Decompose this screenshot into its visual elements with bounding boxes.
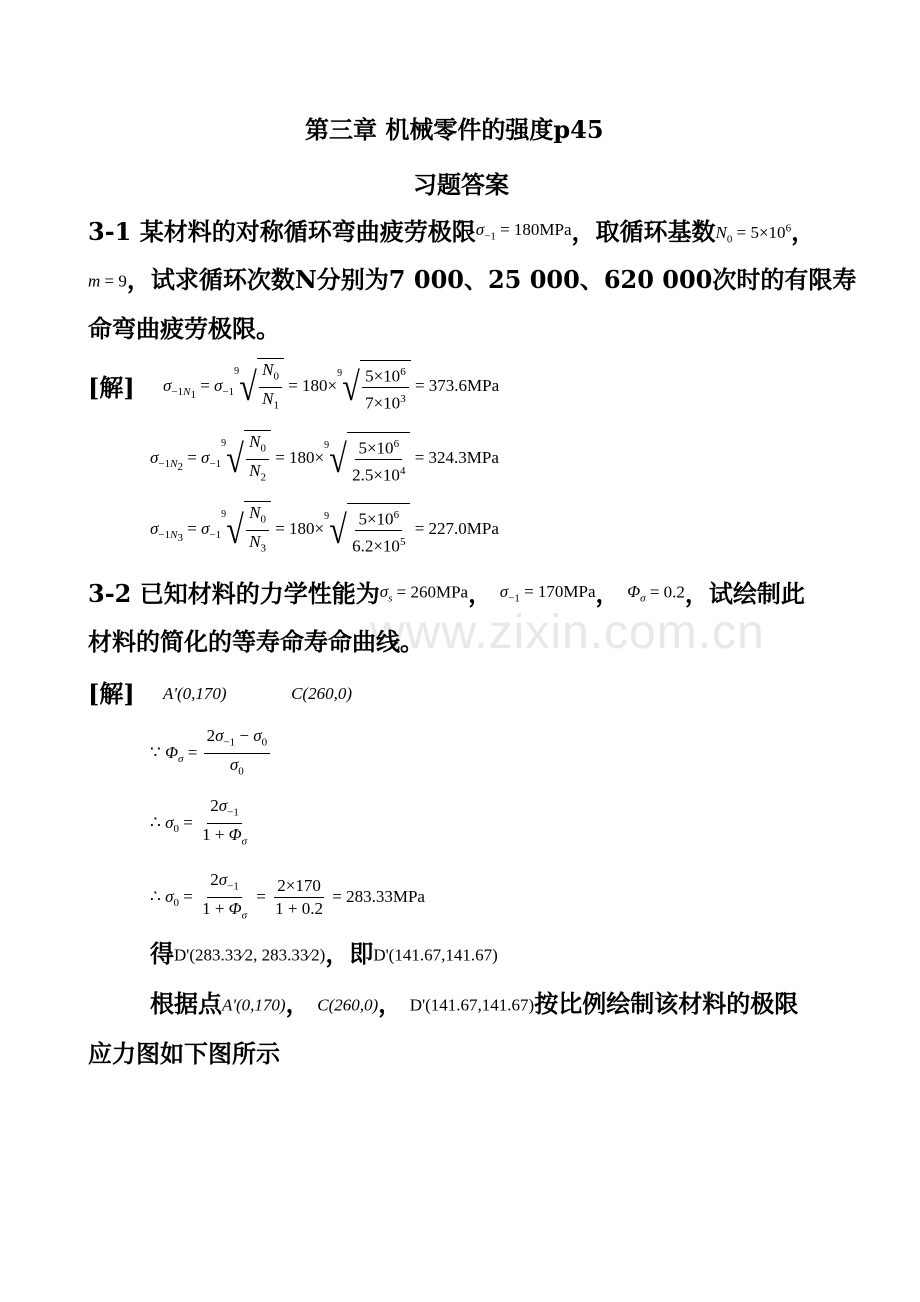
q2-text-b: ， — [468, 579, 493, 608]
q1-text-c: ， — [791, 217, 816, 246]
q1-text-b: ，取循环基数 — [571, 217, 716, 246]
q2-points — [163, 684, 352, 704]
q2-text-a: 3-2 已知材料的力学性能为 — [88, 579, 380, 608]
q1-equation-3: $\sigma_{-1N_3} = \sigma_{-1}$ 9 √ $\frac{N_0}{N_3}$ = 180× 9 √ $\frac{5\times 10^6}{6.2\times 10^5}$ = 227.0MPa — [150, 501, 499, 559]
q1-denom-2: 2.5×10 — [352, 466, 400, 486]
sigma0-result: 283.33MPa — [346, 886, 425, 906]
q1-text-a: 3-1 某材料的对称循环弯曲疲劳极限 — [88, 217, 476, 246]
conclusion-a: 根据点 — [150, 989, 222, 1018]
q1-exp-3: 5 — [399, 536, 406, 549]
q1-solution-label: [解] — [88, 373, 135, 402]
q2-conclusion-line1: 根据点A'(0,170)， C(260,0)， D'(141.67,141.67)按比例绘制该材料的极限 — [150, 989, 799, 1018]
q2-equation-therefore-2: ∴ $\sigma_0$ = $\frac{2\sigma_{-1}}{1 + \Phi_\sigma}$ = $\frac{2\times 170}{1 + 0.2}$ = 283.33MPa — [150, 870, 425, 922]
q2-text-c: ， — [595, 579, 620, 608]
q1-result-3: 227.0MPa — [428, 518, 499, 538]
q1-exp-1: 3 — [400, 393, 406, 406]
point-c: C(260,0) — [291, 684, 353, 703]
q2-text-d: ，试绘制此 — [684, 579, 805, 608]
q1-exp-2: 4 — [399, 465, 406, 478]
q2-d-point-line: 得D'(283.33⁄2, 283.33⁄2)，即D'(141.67,141.67) — [150, 939, 498, 968]
subtitle: 习题答案 — [413, 170, 509, 199]
q2-line2: 材料的简化的等寿命寿命曲线。 — [88, 627, 424, 656]
q1-line2: m = 9，试求循环次数N分别为7 000、25 000、620 000次时的有限寿 — [88, 265, 857, 294]
q1-denom-3: 6.2×10 — [352, 537, 400, 557]
q1-result-1: 373.6MPa — [428, 375, 500, 395]
q2-equation-because: ∵ $\Phi_\sigma$ = $\frac{2\sigma_{-1} - \sigma_0}{\sigma_0}$ — [150, 726, 272, 782]
conclusion-sep-2: ， — [378, 989, 403, 1018]
q2-solution-label: [解] — [88, 679, 135, 708]
q1-equation-2: $\sigma_{-1N_2} = \sigma_{-1}$ 9 √ $\frac{N_0}{N_2}$ = 180× 9 √ $\frac{5\times 10^6}{2.5\times 10^4}$ = 324.3MPa — [150, 430, 499, 488]
q1-denom-1: 7×10 — [365, 394, 401, 414]
de-result: D'(141.67,141.67) — [373, 945, 498, 965]
chapter-title: 第三章 机械零件的强度p45 — [305, 115, 604, 144]
q2-equation-therefore-1: ∴ $\sigma_0$ = $\frac{2\sigma_{-1}}{1 + \Phi_\sigma}$ — [150, 796, 248, 848]
q1-equation-1: $\sigma_{-1N_1} = \sigma_{-1}$ 9 √ $\frac{N_0}{N_1}$ = 180× 9 √ $\frac{5\times 10^6}{7\times 10^3}$ = 373.6MPa — [163, 358, 499, 416]
conclusion-b: 按比例绘制该材料的极限 — [534, 989, 799, 1018]
conclusion-sep-1: ， — [285, 989, 310, 1018]
q1-line3: 命弯曲疲劳极限。 — [88, 314, 280, 343]
point-a: A'(0,170) — [163, 684, 227, 703]
q1-result-2: 324.3MPa — [428, 447, 499, 467]
watermark: www.zixin.com.cn — [370, 606, 765, 659]
q1-text-line2: ，试求循环次数N分别为7 000、25 000、620 000次时的有限寿 — [126, 265, 857, 294]
q2-conclusion-line2: 应力图如下图所示 — [88, 1039, 280, 1068]
de-prefix: 得 — [150, 939, 174, 968]
q2-line1: 3-2 已知材料的力学性能为$\sigma_s = 260MPa$， $\sigma_{-1} = 170MPa$， $\Phi_\sigma = 0.2$，试绘制此 — [88, 579, 805, 608]
q1-line1: 3-1 某材料的对称循环弯曲疲劳极限$\sigma_{-1} = 180MPa$，取循环基数$N_0 = 5\times 10^6$， — [88, 217, 816, 246]
de-mid: ，即 — [325, 939, 374, 968]
